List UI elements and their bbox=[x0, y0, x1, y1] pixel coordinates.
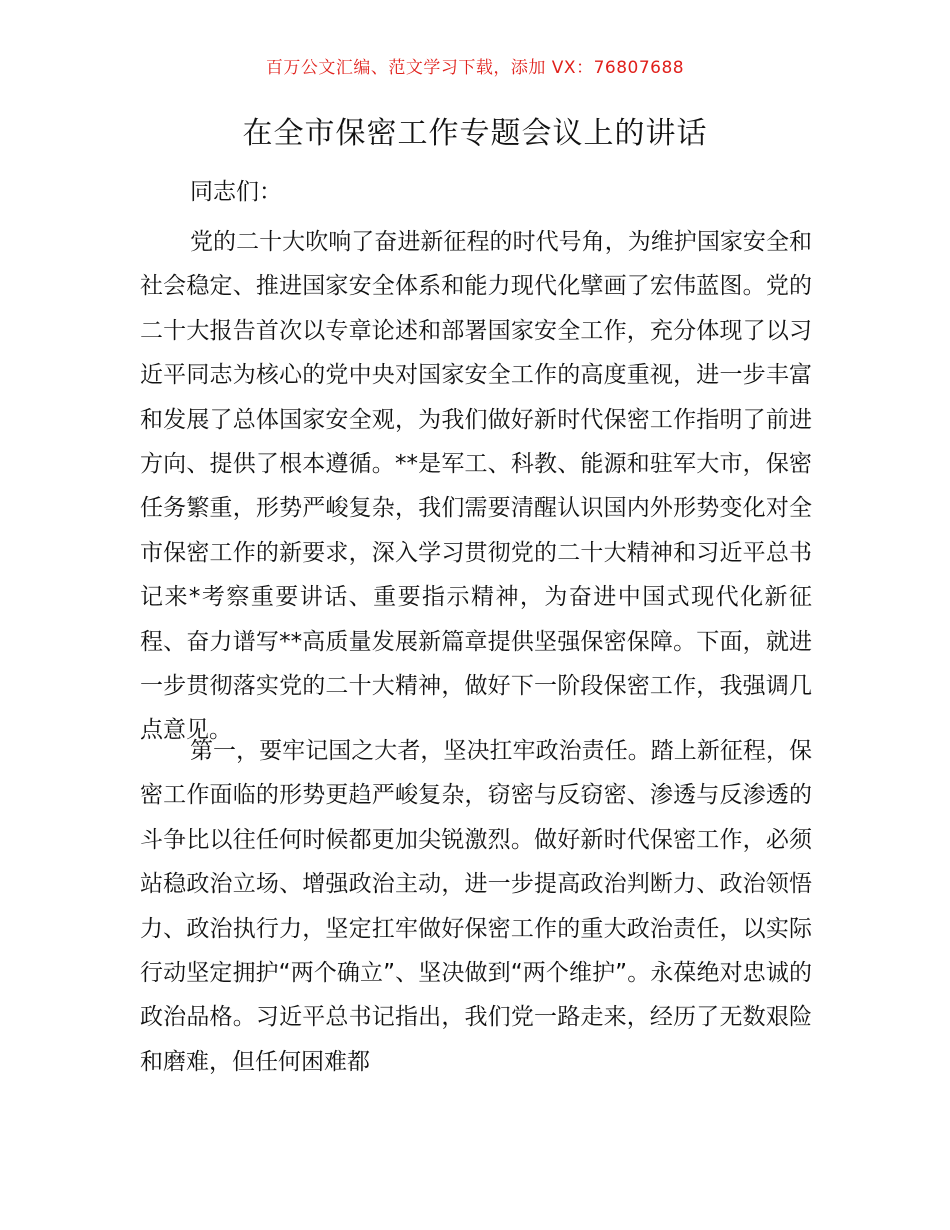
paragraph-2: 第一，要牢记国之大者，坚决扛牢政治责任。踏上新征程，保密工作面临的形势更趋严峻复杂，窃密与反窃密、渗透与反渗透的斗争比以往任何时候都更加尖锐激烈。做好新时代保密工作，必须站稳政治立场、增强政治主动，进一步提高政治判断力、政治领悟力、政治执行力，坚定扛牢做好保密工作的重大政治责任，以实际行动坚定拥护“两个确立”、坚决做到“两个维护”。永葆绝对忠诚的政治品格。习近平总书记指出，我们党一路走来，经历了无数艰险和磨难，但任何困难都 bbox=[140, 738, 812, 1075]
paragraph-1: 党的二十大吹响了奋进新征程的时代号角，为维护国家安全和社会稳定、推进国家安全体系和能力现代化擘画了宏伟蓝图。党的二十大报告首次以专章论述和部署国家安全工作，充分体现了以习近平同志为核心的党中央对国家安全工作的高度重视，进一步丰富和发展了总体国家安全观，为我们做好新时代保密工作指明了前进方向、提供了根本遵循。**是军工、科教、能源和驻军大市，保密任务繁重，形势严峻复杂，我们需要清醒认识国内外形势变化对全市保密工作的新要求，深入学习贯彻党的二十大精神和习近平总书记来*考察重要讲话、重要指示精神，为奋进中国式现代化新征程、奋力谱写**高质量发展新篇章提供坚强保密保障。下面，就进一步贯彻落实党的二十大精神，做好下一阶段保密工作，我强调几点意见。 bbox=[140, 229, 812, 744]
salutation: 同志们： bbox=[190, 179, 282, 205]
document-title: 在全市保密工作专题会议上的讲话 bbox=[242, 116, 708, 151]
header-watermark-note: 百万公文汇编、范文学习下载，添加 VX：76807688 bbox=[265, 58, 685, 78]
